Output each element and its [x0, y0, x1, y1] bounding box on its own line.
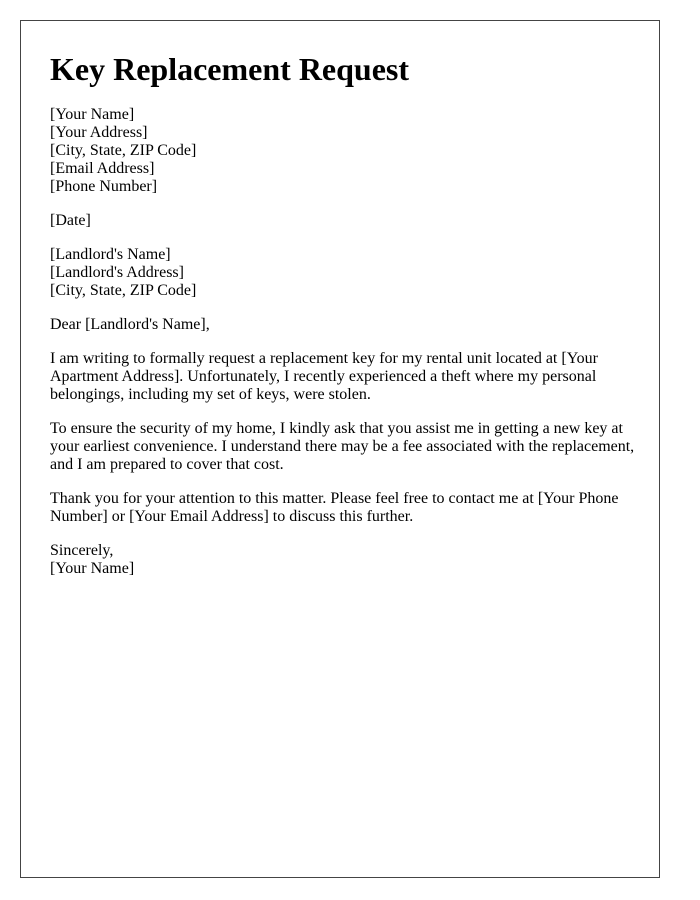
recipient-city-state-zip: [City, State, ZIP Code]: [50, 282, 197, 299]
signature-name: [Your Name]: [50, 560, 135, 577]
letter-title: Key Replacement Request: [50, 51, 410, 87]
sender-address: [Your Address]: [50, 124, 148, 141]
closing: Sincerely,: [50, 542, 114, 559]
letter-date: [Date]: [50, 212, 91, 229]
date-block: [50, 212, 635, 230]
closing-block: [50, 542, 635, 578]
recipient-name: [Landlord's Name]: [50, 246, 171, 263]
recipient-address: [Landlord's Address]: [50, 264, 184, 281]
sender-block: [50, 106, 635, 196]
sender-email: [Email Address]: [50, 160, 155, 177]
body-paragraph-3: Thank you for your attention to this matter. Please feel free to contact me at [Your Phone Number] or [Your Email Address] to discuss this further.: [50, 490, 619, 525]
letter-page: [20, 20, 660, 878]
salutation: Dear [Landlord's Name],: [50, 316, 210, 333]
body-paragraph-1: I am writing to formally request a replacement key for my rental unit located at [Your Apartment Address]. Unfortunately, I recently experienced a theft where my personal belongings, including my set of keys, were stolen.: [50, 350, 598, 403]
letter-content: [50, 50, 635, 594]
recipient-block: [50, 246, 635, 300]
body-paragraph-2: To ensure the security of my home, I kindly ask that you assist me in getting a new key at your earliest convenience. I understand there may be a fee associated with the replacement, and I am prepared to cover that cost.: [50, 420, 635, 473]
sender-city-state-zip: [City, State, ZIP Code]: [50, 142, 197, 159]
sender-name: [Your Name]: [50, 106, 135, 123]
sender-phone: [Phone Number]: [50, 178, 158, 195]
